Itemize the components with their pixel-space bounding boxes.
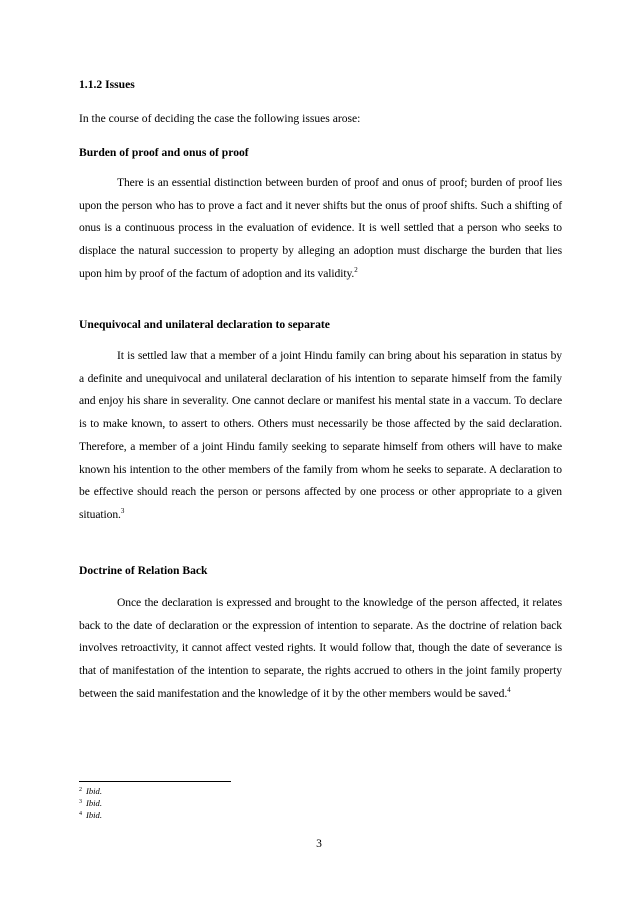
section-intro: In the course of deciding the case the following issues arose:	[79, 112, 361, 125]
paragraph-text: Once the declaration is expressed and brought to the knowledge of the person affected, it relates back to the date of declaration or the expression of intention to separate. As the doctrine of relation back involves retroactivity, it cannot affect vested rights. It would follow that, though the date of severance is that of manifestation of the intention to separate, the rights accrued to others in the joint family property between the said manifestation and the knowledge of it by the other members would be saved.	[79, 596, 562, 700]
section-heading: 1.1.2 Issues	[79, 78, 135, 91]
footnote-reference: 4	[507, 685, 511, 694]
footnote-2	[79, 786, 102, 797]
footnote-reference: 3	[120, 506, 125, 515]
footnote-number: 3	[79, 799, 82, 805]
footnote-reference: 2	[354, 265, 358, 274]
page-number: 3	[316, 837, 322, 850]
paragraph-text: There is an essential distinction between burden of proof and onus of proof; burden of proof lies upon the person who has to prove a fact and it never shifts but the onus of proof shifts. Such a shifting of onus is a continuous process in the evaluation of evidence. It is well settled that a person who seeks to displace the natural succession to property by alleging an adoption must discharge the burden that lies upon him by proof of the factum of adoption and its validity.	[79, 176, 562, 280]
issue-heading-burden-of-proof: Burden of proof and onus of proof	[79, 146, 249, 159]
issue-heading-declaration-to-separate: Unequivocal and unilateral declaration to separate	[79, 318, 330, 331]
footnote-text: Ibid.	[86, 810, 102, 820]
footnote-number: 2	[79, 787, 82, 793]
footnote-text: Ibid.	[86, 798, 102, 808]
footnote-text: Ibid.	[86, 786, 102, 796]
paragraph-text: It is settled law that a member of a joint Hindu family can bring about his separation in status by a definite and unequivocal and unilateral declaration of his intention to separate himself from the family and enjoy his share in severality. One cannot declare or manifest his mental state in a vaccum. To declare is to make known, to assert to others. Others must necessarily be those affected by the said declaration. Therefore, a member of a joint Hindu family seeking to separate himself from others will have to make known his intention to the other members of the family from whom he seeks to separate. A declaration to be effective should reach the person or persons affected by one process or other appropriate to a given situation.	[79, 349, 562, 521]
footnote-4	[79, 810, 102, 821]
issue-paragraph-declaration-to-separate	[79, 345, 562, 527]
footnote-separator	[79, 781, 231, 782]
issue-paragraph-relation-back	[79, 592, 562, 706]
footnote-number: 4	[79, 811, 82, 817]
issue-heading-relation-back: Doctrine of Relation Back	[79, 564, 208, 577]
issue-paragraph-burden-of-proof	[79, 172, 562, 286]
footnote-3	[79, 798, 102, 809]
